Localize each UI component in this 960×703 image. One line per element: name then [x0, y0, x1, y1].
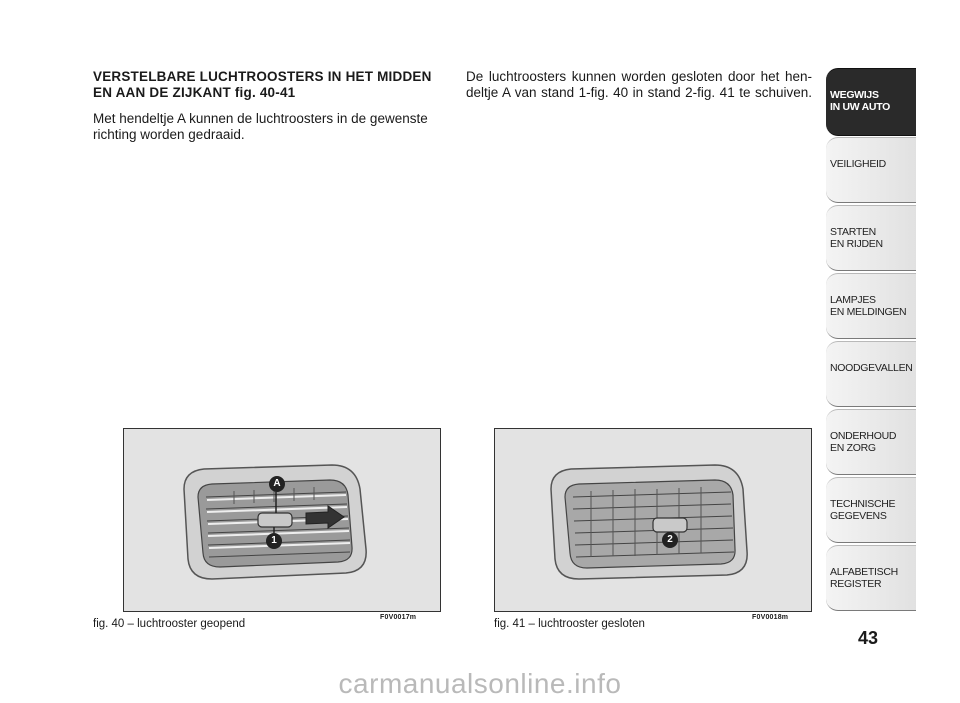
- tab-technische-gegevens[interactable]: TECHNISCHE GEGEVENS: [826, 477, 916, 543]
- callout-2-badge: [662, 532, 678, 548]
- tab-starten-en-rijden[interactable]: STARTEN EN RIJDEN: [826, 205, 916, 271]
- callout-a-badge: [269, 476, 285, 492]
- figure-41-code: F0V0018m: [752, 614, 789, 621]
- callout-a-label: A: [273, 478, 281, 489]
- figure-41-caption: fig. 41 – luchtrooster gesloten: [494, 618, 645, 630]
- tab-veiligheid[interactable]: VEILIGHEID: [826, 137, 916, 203]
- vent-open-illustration: [124, 429, 440, 611]
- vent-closed-illustration: [495, 429, 811, 611]
- tab-lampjes-en-meldingen[interactable]: LAMPJES EN MELDINGEN: [826, 273, 916, 339]
- section-heading: VERSTELBARE LUCHTROOSTERS IN HET MIDDEN EN AAN DE ZIJKANT fig. 40-41: [93, 69, 432, 100]
- page-number: 43: [858, 628, 879, 648]
- watermark: carmanualsonline.info: [338, 668, 622, 699]
- figure-40-vent-open: [123, 428, 441, 612]
- tab-noodgevallen[interactable]: NOODGEVALLEN: [826, 341, 916, 407]
- tab-alfabetisch-register[interactable]: ALFABETISCH REGISTER: [826, 545, 916, 611]
- body-paragraph-left: Met hendeltje A kunnen de luchtroosters in de gewenste richting worden gedraaid.: [93, 111, 428, 142]
- callout-2-label: 2: [667, 534, 673, 545]
- figure-40-caption: fig. 40 – luchtrooster geopend: [93, 618, 246, 630]
- callout-1-badge: [266, 533, 282, 549]
- figure-41-vent-closed: [494, 428, 812, 612]
- tab-wegwijs[interactable]: WEGWIJS IN UW AUTO: [826, 68, 916, 136]
- callout-1-label: 1: [271, 535, 277, 546]
- figure-40-code: F0V0017m: [380, 614, 417, 621]
- body-paragraph-right: De luchtroosters kunnen worden gesloten door het hen-deltje A van stand 1-fig. 40 in stand 2-fig. 41 te schuiven.: [466, 69, 812, 100]
- tab-onderhoud-en-zorg[interactable]: ONDERHOUD EN ZORG: [826, 409, 916, 475]
